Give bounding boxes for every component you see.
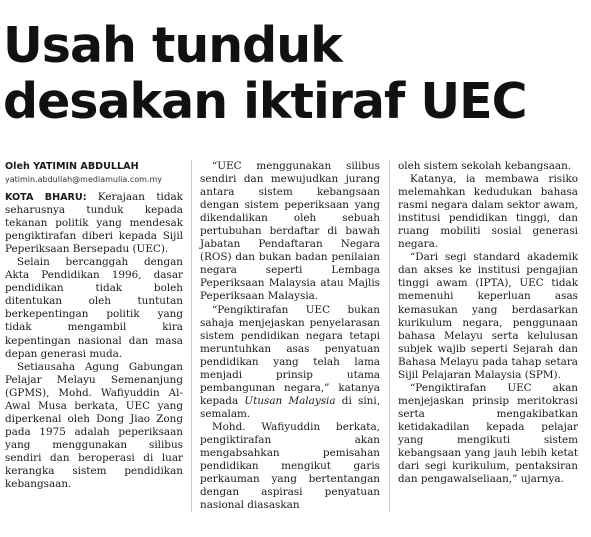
column-divider [389, 160, 390, 512]
paragraph: “Pengiktirafan UEC akan menjejaskan prinsip meritokrasi serta mengakibatkan ketidakadilan kepada pelajar yang mengikuti sistem kebangsaan yang jauh lebih ketat dari segi kurikulum, pentaksiran dan pengawalseliaan,” ujarnya. [398, 381, 578, 486]
newspaper-name: Utusan Malaysia [244, 394, 336, 407]
article-column-3 [398, 160, 578, 486]
paragraph: Selain bercanggah dengan Akta Pendidikan 1996, dasar pendidikan tidak boleh ditentukan oleh tuntutan berkepentingan politik yang tidak mengambil kira kepentingan nasional dan masa depan generasi muda. [5, 256, 183, 360]
paragraph-continued: oleh sistem sekolah kebangsaan. [398, 160, 572, 172]
lead-text: Kerajaan tidak seharusnya tunduk kepada tekanan politik yang mendesak pengiktirafan diberi kepada Sijil Peperiksaan Bersepadu (UEC). [5, 191, 183, 256]
paragraph: Katanya, ia membawa risiko melemahkan kedudukan bahasa rasmi negara dalam sektor awam, institusi pendidikan tinggi, dan ruang mobiliti sosial generasi negara. [398, 173, 578, 251]
paragraph: Setiausaha Agung Gabungan Pelajar Melayu Semenanjung (GPMS), Mohd. Wafiyuddin Al-Awal Musa berkata, UEC yang diperkenal oleh Dong Jiao Zong pada 1975 adalah peperiksaan yang menggunakan silibus sendiri dan beroperasi di luar kerangka sistem pendidikan kebangsaan. [5, 360, 183, 491]
paragraph: “Dari segi standard akademik dan akses ke institusi pengajian tinggi awam (IPTA), UEC tidak memenuhi keperluan asas kemasukan yang berdasarkan kurikulum negara, penggunaan bahasa Melayu serta kelulusan subjek wajib seperti Sejarah dan Bahasa Melayu pada tahap setara Sijil Pelajaran Malaysia (SPM). [398, 251, 578, 381]
byline-email: yatimin.abdullah@mediamulia.com.my [5, 175, 162, 184]
dateline: KOTA BHARU: [5, 192, 87, 203]
paragraph-lead [5, 191, 183, 256]
paragraph: “UEC menggunakan silibus sendiri dan mewujudkan jurang antara sistem kebangsaan dengan sistem peperiksaan yang dikendalikan oleh sebuah pertubuhan berdaftar di bawah Jabatan Pendaftaran Negara (ROS) dan bukan badan penilaian negara seperti Lembaga Peperiksaan Malaysia atau Majlis Peperiksaan Malaysia. [200, 160, 380, 303]
article-column-2 [200, 160, 380, 512]
paragraph-quote [200, 304, 380, 421]
byline-author: Oleh YATIMIN ABDULLAH [5, 161, 139, 172]
headline-line-2: desakan iktiraf UEC [3, 73, 527, 130]
article-column-1 [5, 160, 183, 491]
headline-line-1: Usah tunduk [3, 17, 342, 74]
quote-text: “Pengiktirafan UEC bukan sahaja menjejaskan penyelarasan sistem pendidikan negara tetapi meruntuhkan asas penyatuan pendidikan yang telah lama menjadi prinsip utama pembangunan negara,” katanya kepada [200, 303, 380, 407]
paragraph: Mohd. Wafiyuddin berkata, pengiktirafan akan mengabsahkan pemisahan pendidikan mengikut garis perkauman yang bertentangan dengan aspirasi penyatuan nasional diasaskan [200, 420, 380, 512]
column-divider [191, 160, 192, 512]
quote-text-end: di sini, semalam. [200, 394, 380, 420]
headline [3, 18, 588, 130]
